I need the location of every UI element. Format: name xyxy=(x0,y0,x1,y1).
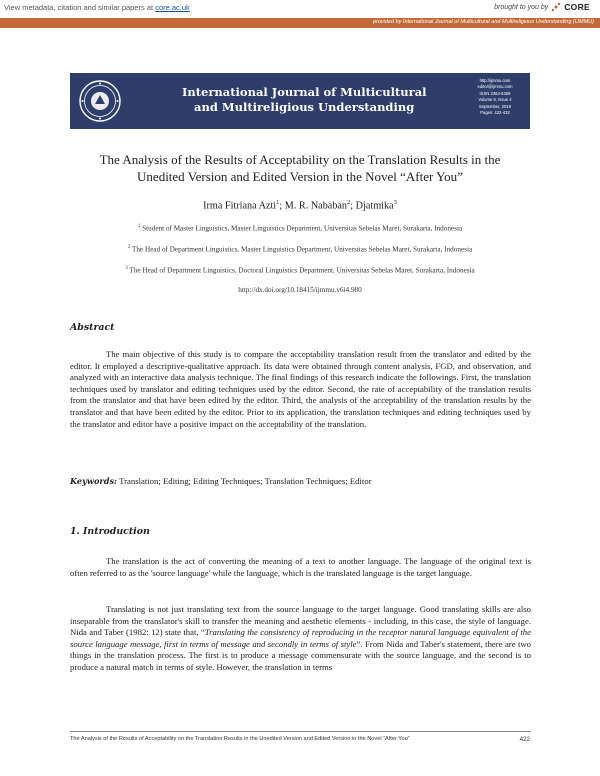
introduction-p2-text: Translating is not just translating text from the source language to the target language. Good translating skills are also inseparable from the translator's skill to transfer the meaning and aesthetic elements - including, in this case, the style of language. Nida and Taber (1982: 12) state that, “ xyxy=(70,604,531,638)
paper-title-line2: Unedited Version and Edited Version in the Novel “After You” xyxy=(137,169,463,184)
journal-meta xyxy=(464,78,526,116)
affiliation-text: Student of Master Linguistics, Master Linguistics Department, Universitas Sebelas Maret, Surakarta, Indonesia xyxy=(140,224,463,233)
author-name: Djatmika xyxy=(355,200,394,212)
introduction-p2-text-cont: ”. From Nida and Taber's statement, there are two things in the translation process. The first is to produce a message commensurate with the source language, and the second is to produce a natural match in terms of style. However, the translation in terms xyxy=(70,638,531,672)
abstract-body: The main objective of this study is to compare the acceptability translation result from the translator and edited by the editor. It employed a descriptive-qualitative approach. Its data were obtained through content analysis, FGD, and observation, and analyzed with an interactive data analysis technique. The final findings of this research indicate the followings. First, the translation techniques used by translator and editing techniques used by the editor. Second, the rate of acceptability of the translation results from the translator and that have been edited by the editor. Third, the analysis of the acceptability of the translation results by the translator and that have been edited by the editor. Prior to its application, the translation techniques and editing techniques used by the translator and editor have a positive impact on the acceptability of the translation. xyxy=(70,349,531,429)
journal-title xyxy=(182,85,442,115)
introduction-p1-text: The translation is the act of converting the meaning of a text to another language. The language of the original text is often referred to as the 'source language' while the language, which is the translated language is the target language. xyxy=(70,556,531,578)
core-link-prefix: View metadata, citation and similar papers at xyxy=(4,3,156,12)
author-sup: 1 xyxy=(276,199,280,206)
introduction-heading: 1. Introduction xyxy=(70,526,150,537)
affiliation-3 xyxy=(40,266,560,274)
journal-title-line1: International Journal of Multicultural xyxy=(182,85,427,99)
journal-issn: ISSN 2364-5369 xyxy=(479,90,511,96)
core-brand-name: CORE xyxy=(564,2,590,12)
affiliation-sup: 1 xyxy=(137,224,141,229)
affiliation-text: The Head of Department Linguistics, Master Linguistics Department, Universitas Sebelas Maret, Surakarta, Indonesia xyxy=(130,245,473,254)
introduction-paragraph-1 xyxy=(70,556,531,579)
affiliation-1 xyxy=(40,224,560,232)
author-sup: 2 xyxy=(347,199,351,206)
journal-seal-icon xyxy=(76,77,124,125)
core-brand[interactable] xyxy=(494,2,590,12)
author-sup: 3 xyxy=(393,199,397,206)
author-sep: ; xyxy=(350,200,356,212)
footer-running-title: The Analysis of the Results of Acceptability on the Translation Results in the Unedited Version and Edited Version in the Novel “After You” xyxy=(70,736,410,742)
footer-divider xyxy=(70,731,531,732)
author-name: M. R. Nababan xyxy=(284,200,348,212)
journal-banner xyxy=(70,73,530,129)
affiliation-sup: 2 xyxy=(127,245,131,250)
core-metadata-link[interactable] xyxy=(4,3,190,12)
journal-date: September, 2019 xyxy=(479,103,511,109)
doi-link[interactable]: http://dx.doi.org/10.18415/ijmmu.v6i4.980 xyxy=(238,286,362,294)
affiliation-2 xyxy=(40,245,560,253)
journal-volume: Volume 6, Issue 4 xyxy=(478,97,512,103)
brought-by-text: brought to you by xyxy=(494,3,549,11)
abstract-heading: Abstract xyxy=(70,322,115,333)
author-name: Irma Fitriana Azti xyxy=(203,200,277,212)
affiliation-text: The Head of Department Linguistics, Doctoral Linguistics Department, Universitas Sebelas Maret, Surakarta, Indonesia xyxy=(127,266,475,275)
core-link-url[interactable]: core.ac.uk xyxy=(155,3,190,12)
provided-by-text: provided by International Journal of Multicultural and Multireligious Understanding (IJMMU) xyxy=(372,19,594,25)
paper-title xyxy=(60,151,540,185)
paper-title-line1: The Analysis of the Results of Acceptability on the Translation Results in the xyxy=(99,152,501,167)
nida-taber-quote: Translating the consistency of reproducing in the receptor natural language equivalent of the source language message, first in terms of message and secondly in terms of style xyxy=(70,627,531,649)
keywords-text: Translation; Editing; Editing Techniques; Translation Techniques; Editor xyxy=(117,476,372,486)
journal-pages: Pages: 422-432 xyxy=(480,110,510,116)
core-header-bar xyxy=(0,0,600,16)
keywords-label: Keywords: xyxy=(70,476,118,486)
core-logo-icon xyxy=(551,2,561,12)
abstract-text xyxy=(70,349,531,430)
author-list xyxy=(60,199,540,211)
journal-email[interactable]: editor@ijmmu.com xyxy=(477,84,513,90)
provided-by-bar xyxy=(0,18,600,28)
keywords xyxy=(70,476,531,488)
page-number: 422 xyxy=(519,736,530,743)
journal-title-line2: and Multireligious Understanding xyxy=(194,100,415,114)
affiliation-sup: 3 xyxy=(125,266,128,271)
author-sep: ; xyxy=(279,200,285,212)
journal-website[interactable]: http://ijmmu.com xyxy=(479,78,511,83)
introduction-paragraph-2 xyxy=(70,604,531,674)
